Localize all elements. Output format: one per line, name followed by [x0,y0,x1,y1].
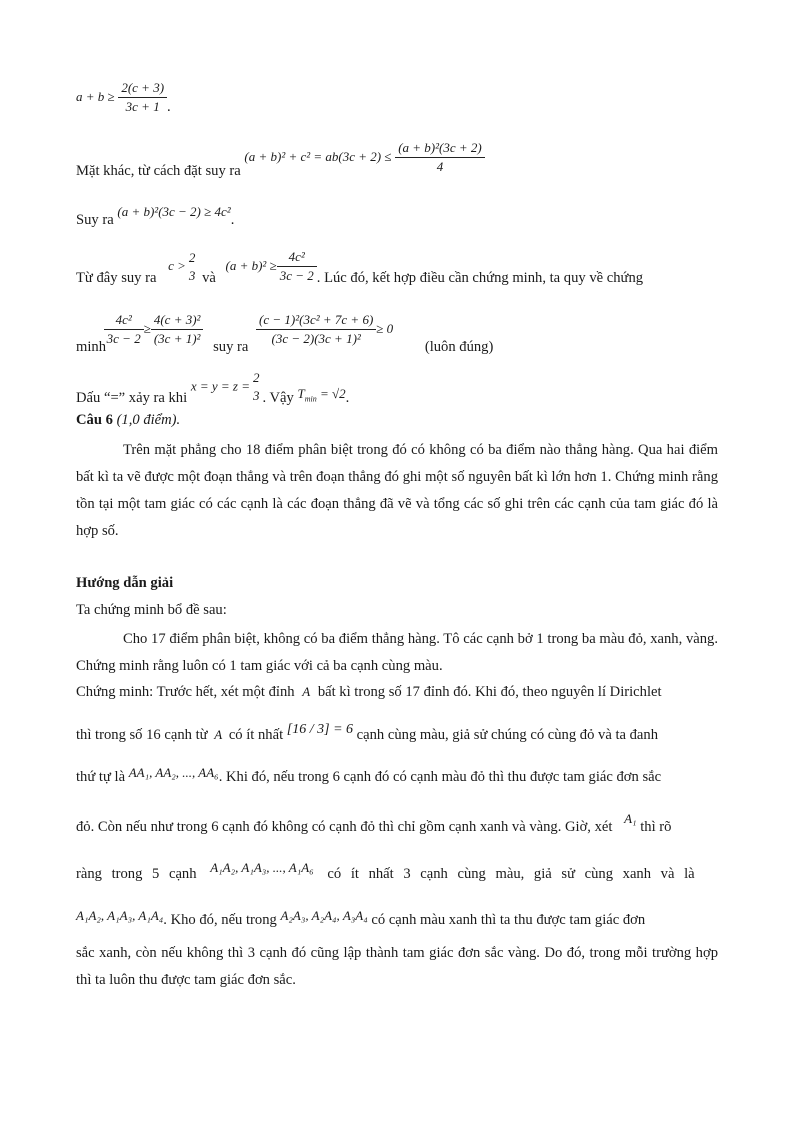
line-tu-day: Từ đây suy ra c > 2 3 và (a + b)² ≥ $\frac{\text{4c²}}{3c - 2}$ . Lúc đó, kết hợp điều cần chứng minh, ta quy về chứng [76,249,644,286]
proof-line-6: A₁A₂, A₁A₃, A₁A₄. Kho đó, nếu trong A₂A₃, A₂A₄, A₃A₄ có cạnh màu xanh thì ta thu được tam giác đơn [76,908,646,928]
guide-heading: Hướng dẫn giải [76,575,174,591]
lemma-intro: Ta chứng minh bổ đề sau: [76,602,227,618]
line-dau-bang: Dấu “=” xảy ra khi x = y = z = 2 3 . Vậy $T_{min} = √2$. [76,370,350,407]
proof-line-5: ràng trong 5 cạnh A₁A₂, A₁A₃, ..., A₁A₆ có ít nhất 3 cạnh cùng màu, giả sử cùng xanh và là [76,860,695,882]
inequality-a-plus-b: a + b ≥ $\frac{2(c + 3)}{3c + 1}$ . [76,80,171,115]
fraction: $\frac{2(c + 3)}{3c + 1}$ [118,80,167,115]
question-6-heading: Câu 6 (1,0 điểm). [76,412,181,428]
lemma-statement: Cho 17 điểm phân biệt, không có ba điểm thẳng hàng. Tô các cạnh bở 1 trong ba màu đỏ, xanh, vàng. Chứng minh rằng luôn có 1 tam giác với cả ba cạnh cùng màu. [76,631,718,674]
fraction: $\frac{\text{(c − 1)²(3c² + 7c + 6)}}{\text{(3c − 2)(3c + 1)²}}$ [256,312,376,347]
fraction: $\frac{\text{4c²}}{3c - 2}$ [277,249,317,284]
line-minh: minh $\frac{\text{4c²}}{3c - 2}$ ≥ $\frac{\text{4(c + 3)²}}{\text{(3c + 1)²}}$ suy ra $\frac{\text{(c − 1)²(3c² + 7c + 6)}}{\text{(3c − 2)(3c + 1)²}}$ ≥ 0 (luôn đúng) [76,312,494,355]
fraction: 2 3 [252,370,260,403]
problem-statement: Trên mặt phẳng cho 18 điểm phân biệt trong đó có không có ba điểm nào thẳng hàng. Qua hai điểm bất kì ta vẽ được một đoạn thẳng và trên đoạn thẳng đó ghi một số nguyên bất kì lớn hơn 1. Chứng minh rằng tồn tại một tam giác có các cạnh là các đoạn thẳng đã vẽ và tổng các số ghi trên các cạnh của tam giác đó là hợp số. [76,442,718,539]
fraction: $\frac{\text{4(c + 3)²}}{\text{(3c + 1)²}}$ [151,312,204,347]
proof-line-4: đỏ. Còn nếu như trong 6 cạnh đó không có cạnh đỏ thì chỉ gồm cạnh xanh và vàng. Giờ, xét A₁ thì rõ [76,811,672,835]
fraction: 2 3 [188,249,196,283]
line-suy-ra: Suy ra (a + b)²(3c − 2) ≥ 4c². [76,204,235,228]
fraction: $\frac{\text{(a + b)²(3c + 2)}}{4}$ [395,140,485,175]
proof-line-2: thì trong số 16 cạnh từ A có ít nhất [16 / 3] = 6 cạnh cùng màu, giả sử chúng có cùng đỏ và ta đanh [76,722,658,743]
line-mat-khac: Mặt khác, từ cách đặt suy ra (a + b)² + c² = ab(3c + 2) ≤ $\frac{\text{(a + b)²(3c + 2)}}{4}$ [76,140,485,175]
proof-line-3: thứ tự là AA₁, AA₂, ..., AA₆. Khi đó, nếu trong 6 cạnh đó có cạnh màu đỏ thì thu được tam giác đơn sắc [76,765,662,785]
proof-line-1: Chứng minh: Trước hết, xét một đỉnh A bất kì trong số 17 đỉnh đó. Khi đó, theo nguyên lí Dirichlet [76,684,662,700]
proof-conclusion: sắc xanh, còn nếu không thì 3 cạnh đó cũng lập thành tam giác đơn sắc vàng. Do đó, trong mỗi trường hợp thì ta luôn thu được tam giác đơn sắc. [76,945,718,988]
fraction: $\frac{\text{4c²}}{3c - 2}$ [104,312,144,347]
